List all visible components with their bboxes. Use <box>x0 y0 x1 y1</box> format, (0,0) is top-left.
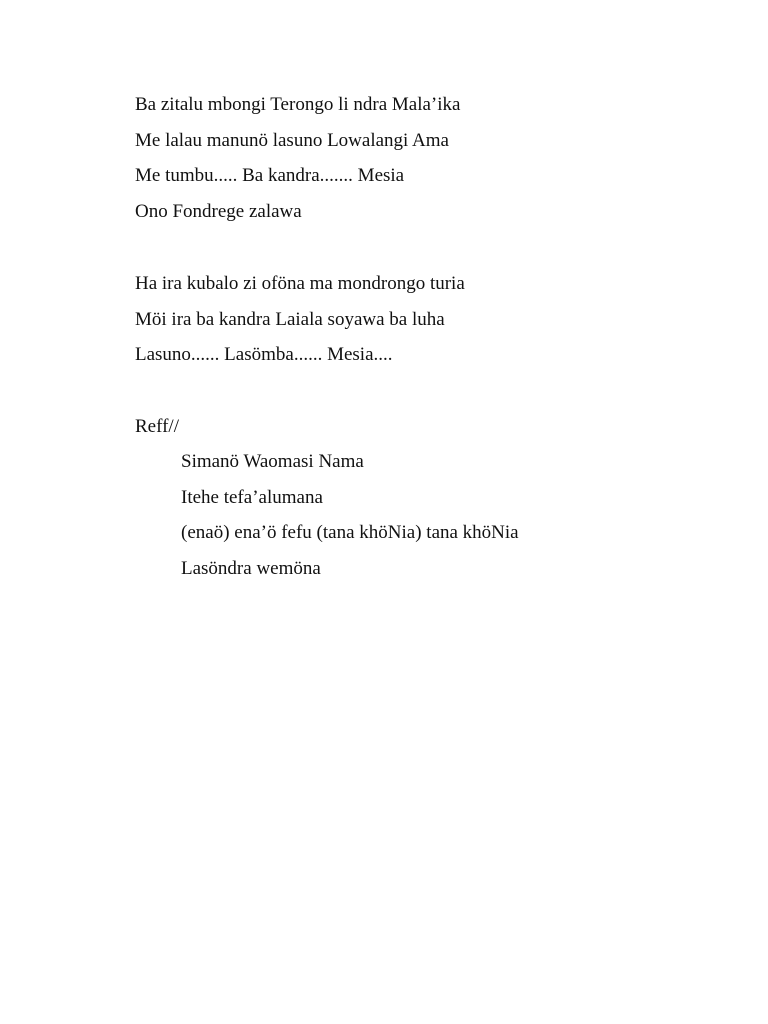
refrain-label: Reff// <box>135 416 179 437</box>
verse1-line4: Ono Fondrege zalawa <box>135 201 302 222</box>
refrain-line4: Lasöndra wemöna <box>181 558 321 579</box>
refrain-line3: (enaö) ena’ö fefu (tana khöNia) tana khöNia <box>181 522 519 543</box>
refrain-line2: Itehe tefa’alumana <box>181 487 323 508</box>
verse1-line2: Me lalau manunö lasuno Lowalangi Ama <box>135 130 449 151</box>
verse2-line3: Lasuno...... Lasömba...... Mesia.... <box>135 344 393 365</box>
verse2-line2: Möi ira ba kandra Laiala soyawa ba luha <box>135 309 445 330</box>
verse1-line1: Ba zitalu mbongi Terongo li ndra Mala’ika <box>135 94 461 115</box>
verse2-line1: Ha ira kubalo zi oföna ma mondrongo turia <box>135 273 465 294</box>
verse1-line3: Me tumbu..... Ba kandra....... Mesia <box>135 165 405 186</box>
refrain-line1: Simanö Waomasi Nama <box>181 451 364 472</box>
